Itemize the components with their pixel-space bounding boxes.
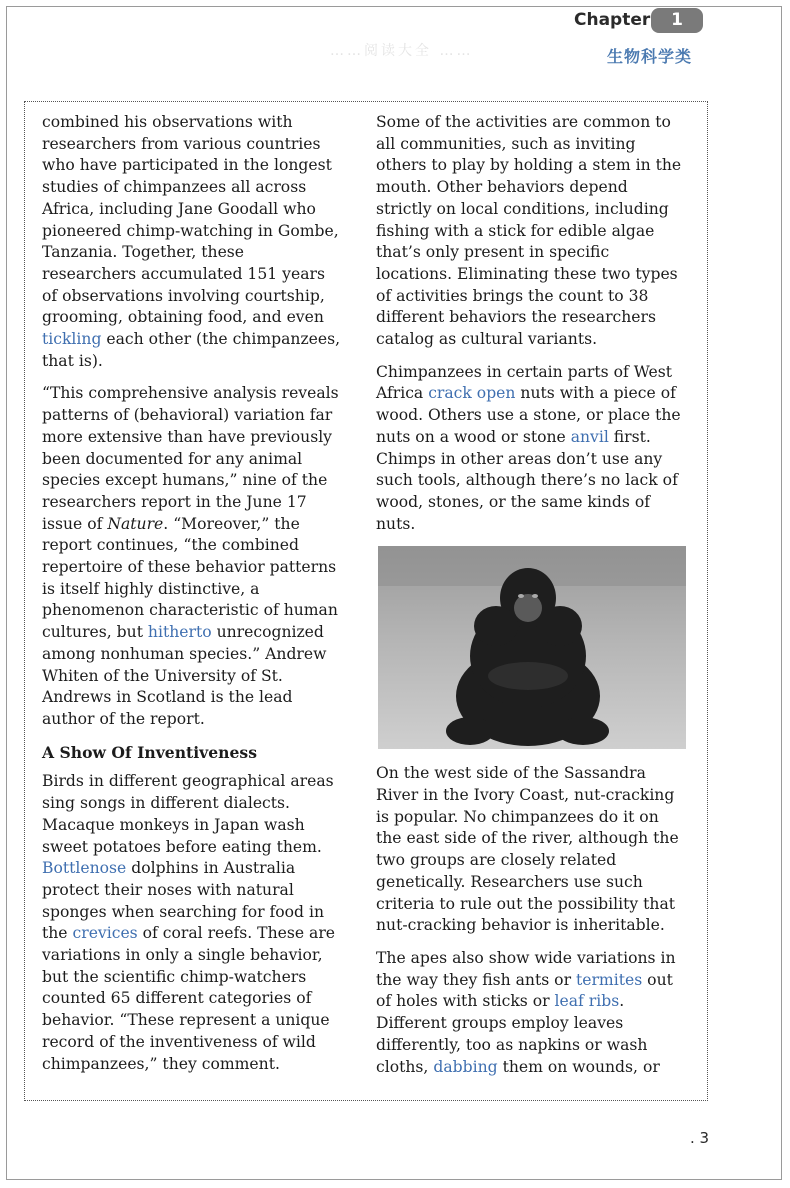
text-run: dolphins in Australia protect their noses with natural sponges when searching for food in the — [42, 859, 325, 943]
text-run: The apes also show wide variations in the way they fish ants or — [376, 948, 676, 989]
chimpanzee-photo — [378, 546, 686, 749]
vocab-word: Bottlenose — [42, 859, 127, 878]
vocab-word: crack open — [428, 384, 516, 403]
paragraph — [376, 362, 686, 536]
vocab-word: dabbing — [433, 1057, 498, 1076]
text-run: Birds in different geographical areas sing songs in different dialects. Macaque monkeys in Japan wash sweet potatoes before eating them. — [42, 772, 334, 856]
paragraph — [42, 771, 342, 1075]
article-frame — [24, 101, 708, 1101]
text-run: out of holes with sticks or — [376, 970, 673, 1011]
vocab-word: leaf ribs — [554, 992, 620, 1011]
text-run: Chimpanzees in certain parts of West Africa — [376, 362, 672, 403]
paragraph: Some of the activities are common to all communities, such as inviting others to play by holding a stem in the mouth. Other behaviors depend strictly on local conditions, including fishing with a stick for edible algae that’s only present in specific locations. Eliminating these two types of activities brings the count to 38 different behaviors the researchers catalog as cultural variants. — [376, 113, 682, 349]
text-run: nuts with a piece of wood. Others use a stone, or place the nuts on a wood or stone — [376, 384, 681, 446]
text-run: of coral reefs. These are variations in only a single behavior, but the scientific chimp-watchers counted 65 different categories of behavior. “These represent a unique record of the inventiveness of wild chimpanzees,” they comment. — [42, 924, 336, 1073]
paragraph — [42, 112, 342, 372]
text-run: them on wounds, or — [497, 1057, 660, 1076]
text-run: unrecognized among nonhuman species.” Andrew Whiten of the University of St. Andrews in Scotland is the lead author of the report. — [42, 623, 327, 728]
journal-title: Nature — [107, 514, 164, 533]
vocab-word: crevices — [72, 924, 138, 943]
text-run: . Different groups employ leaves differently, too as napkins or wash cloths, — [376, 992, 648, 1076]
chapter-label: Chapter — [574, 10, 651, 30]
vocab-word: tickling — [42, 330, 102, 349]
chapter-number-badge: 1 — [651, 8, 703, 33]
text-run: . “Moreover,” the report continues, “the combined repertoire of these behavior patterns is itself highly distinctive, a phenomenon characteristic of human cultures, but — [42, 514, 338, 642]
vocab-word: termites — [575, 970, 643, 989]
text-run: “This comprehensive analysis reveals patterns of (behavioral) variation far more extensive than have previously been documented for any animal species except humans,” nine of the researchers report in the June 17 issue of — [42, 384, 339, 533]
paragraph — [42, 383, 342, 730]
bleed-through-text: ……阅读大全 …… — [330, 43, 474, 59]
vocab-word: anvil — [570, 427, 609, 446]
text-run: combined his observations with researchers from various countries who have participated in the longest studies of chimpanzees all across Africa, including Jane Goodall who pioneered chimp-watching in Gombe, Tanzania. Together, these researchers accumulated 151 years of observations involving courtship, grooming, obtaining food, and even — [42, 113, 339, 327]
right-column — [376, 112, 686, 1089]
paragraph — [376, 948, 686, 1078]
text-run: each other (the chimpanzees, that is). — [42, 330, 341, 370]
text-run: first. Chimps in other areas don’t use any such tools, although there’s no lack of wood, stones, or the same kinds of nuts. — [376, 427, 678, 533]
photo-caption-paragraph: On the west side of the Sassandra River in the Ivory Coast, nut-cracking is popular. No chimpanzees do it on the east side of the river, although the two groups are closely related genetically. Researchers use such criteria to rule out the possibility that nut-cracking behavior is inheritable. — [376, 764, 679, 935]
vocab-word: hitherto — [147, 623, 212, 642]
series-title: 生物科学类 — [607, 47, 693, 66]
left-column — [42, 112, 342, 1086]
section-heading: A Show Of Inventiveness — [42, 742, 257, 762]
page-number: . 3 — [690, 1129, 710, 1147]
